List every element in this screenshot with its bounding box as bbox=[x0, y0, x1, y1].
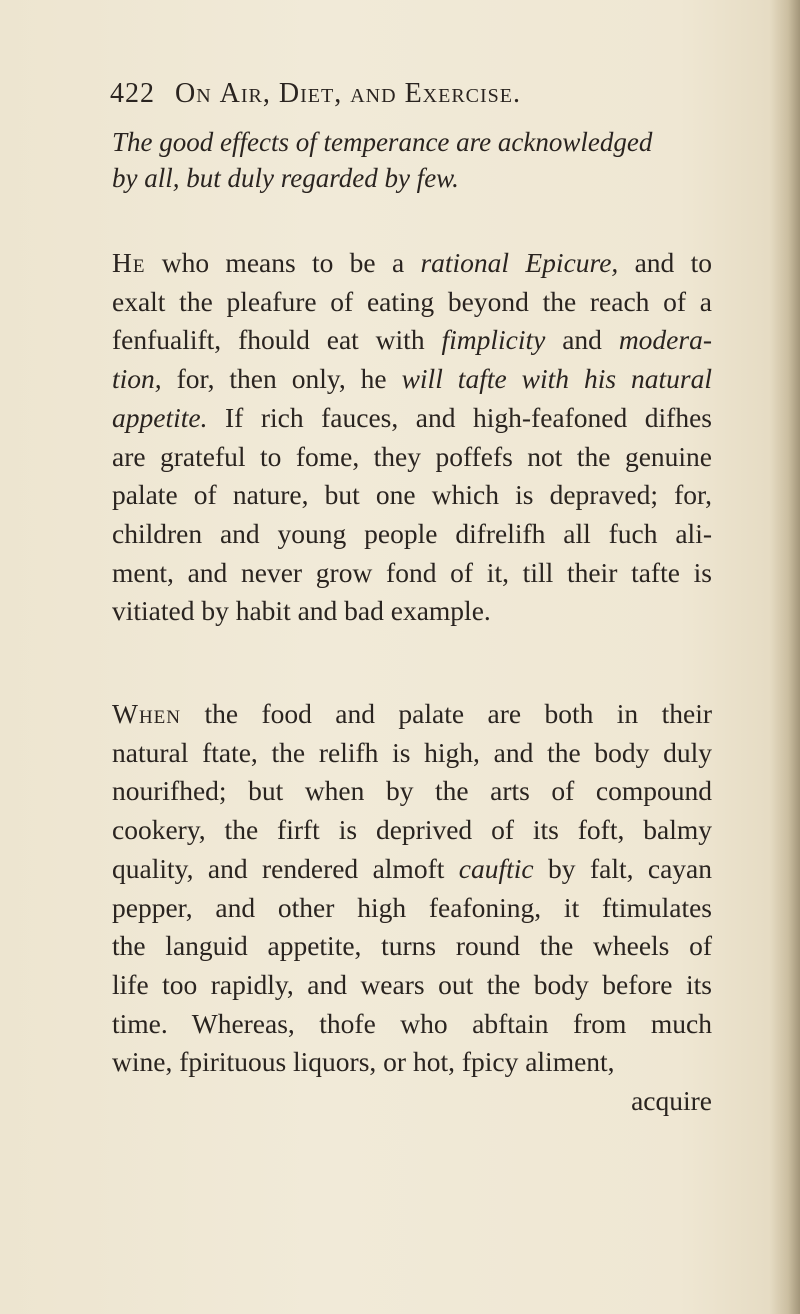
text-line bbox=[112, 811, 712, 850]
paragraph-epicure bbox=[112, 244, 712, 631]
text-line bbox=[112, 592, 712, 631]
text-run: palate of nature, but one which is depraved; for, bbox=[112, 479, 712, 511]
running-title-word: Air, bbox=[219, 78, 271, 109]
text-run: children and young people difrelifh all fuch ali- bbox=[112, 517, 712, 549]
text-run: rational Epicure, bbox=[420, 247, 619, 278]
page-number: 422 bbox=[110, 78, 155, 109]
text-run: vitiated by habit and bad example. bbox=[112, 595, 491, 627]
section-heading bbox=[112, 124, 712, 196]
text-run: and to bbox=[618, 247, 712, 278]
text-line bbox=[112, 244, 712, 283]
text-run: tion, bbox=[112, 363, 162, 395]
text-run: If rich fauces, and high-feafoned difhes bbox=[207, 401, 712, 433]
text-line bbox=[112, 1005, 712, 1044]
text-run: for, then only, he bbox=[161, 363, 402, 395]
text-run: appetite. bbox=[112, 401, 208, 433]
heading-line: by all, but duly regarded by few. bbox=[112, 163, 459, 193]
text-run: He bbox=[112, 247, 146, 278]
text-run: quality, and rendered almoft bbox=[112, 852, 459, 884]
text-line bbox=[112, 1043, 712, 1082]
text-line bbox=[112, 476, 712, 515]
text-line bbox=[112, 515, 712, 554]
running-title-word: and bbox=[350, 78, 397, 109]
text-line bbox=[112, 772, 712, 811]
text-run: and bbox=[545, 324, 619, 356]
catchword: acquire bbox=[631, 1085, 712, 1117]
text-line bbox=[112, 360, 712, 399]
text-run: the food and palate are both in their bbox=[181, 698, 712, 729]
running-title-word: Exercise. bbox=[404, 78, 522, 109]
text-run: When bbox=[112, 698, 182, 729]
text-line bbox=[112, 927, 712, 966]
text-run: ment, and never grow fond of it, till their tafte is bbox=[112, 556, 712, 588]
paragraph-food-palate bbox=[112, 695, 712, 1121]
text-line bbox=[112, 399, 712, 438]
text-line bbox=[112, 283, 712, 322]
text-run: wine, fpirituous liquors, or hot, fpicy aliment, bbox=[112, 1046, 615, 1078]
text-run: fenfualift, fhould eat with bbox=[112, 324, 442, 356]
text-run: natural ftate, the relifh is high, and the body duly bbox=[112, 736, 712, 768]
text-run: cookery, the firft is deprived of its foft, balmy bbox=[112, 814, 712, 846]
text-line bbox=[112, 554, 712, 593]
text-line bbox=[112, 734, 712, 773]
text-run: are grateful to fome, they poffefs not the genuine bbox=[112, 440, 712, 472]
spine-shadow bbox=[770, 0, 800, 1314]
text-line bbox=[112, 889, 712, 928]
text-run: nourifhed; but when by the arts of compound bbox=[112, 775, 712, 807]
text-line bbox=[112, 966, 712, 1005]
text-run: time. Whereas, thofe who abftain from much bbox=[112, 1007, 712, 1039]
text-line bbox=[112, 321, 712, 360]
running-title-word: Diet, bbox=[278, 78, 343, 109]
text-run: life too rapidly, and wears out the body before its bbox=[112, 968, 712, 1000]
running-head bbox=[110, 78, 670, 110]
text-run: fimplicity bbox=[441, 324, 546, 356]
heading-line: The good effects of temperance are acknowledged bbox=[112, 127, 653, 157]
text-run: who means to be a bbox=[145, 247, 421, 278]
text-run: exalt the pleafure of eating beyond the reach of a bbox=[112, 285, 712, 317]
text-run: by falt, cayan bbox=[533, 852, 713, 884]
text-run: cauftic bbox=[458, 852, 534, 884]
text-run: pepper, and other high feafoning, it ftimulates bbox=[112, 891, 712, 923]
text-run: the languid appetite, turns round the wheels of bbox=[112, 930, 712, 962]
text-run: modera- bbox=[618, 324, 712, 356]
text-run: will tafte with his natural bbox=[401, 363, 712, 395]
text-line bbox=[112, 695, 712, 734]
running-title-word: On bbox=[175, 78, 212, 109]
text-line bbox=[112, 850, 712, 889]
text-line bbox=[112, 438, 712, 477]
